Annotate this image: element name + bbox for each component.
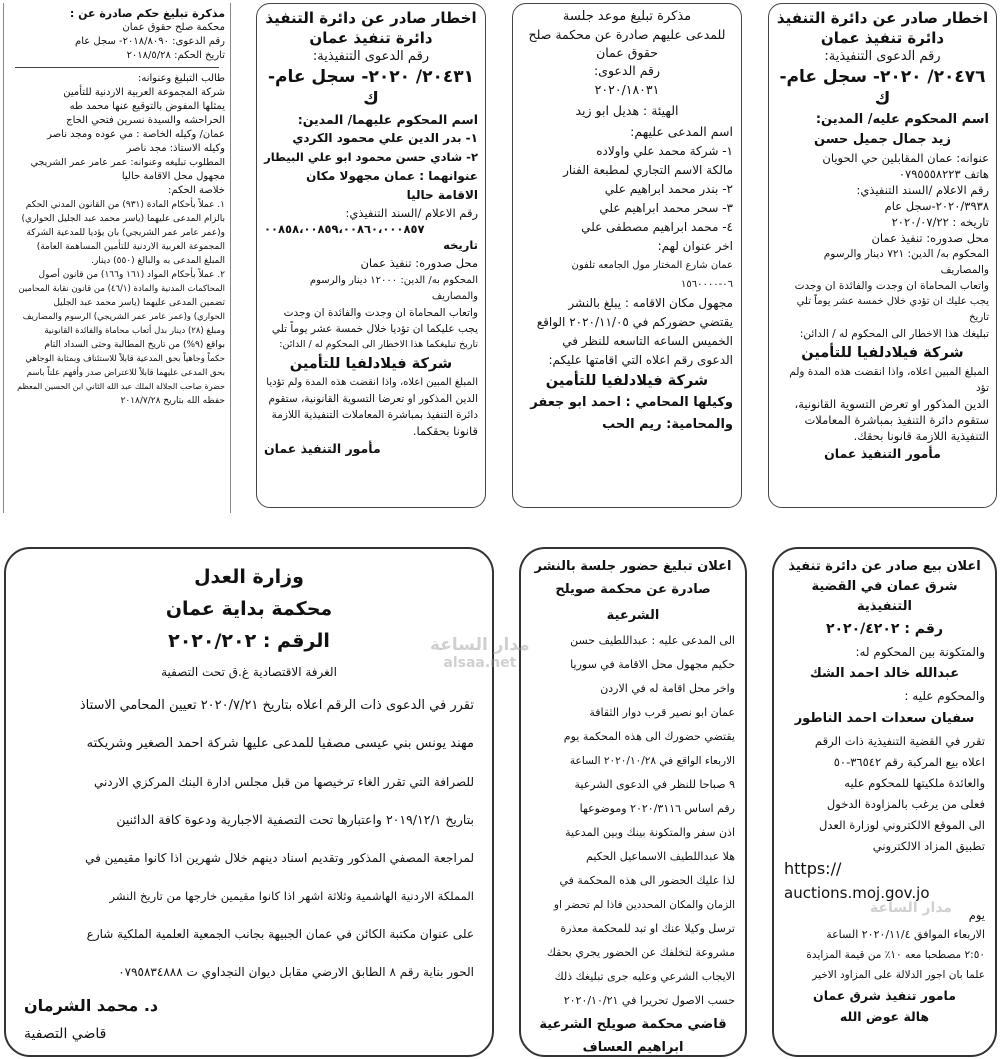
decision-text: للصرافة التي تقرر الغاء ترخيصها من قبل مجلس ادارة البنك المركزي الاردني — [93, 775, 474, 789]
case-number: ٢٠٤٧٦/ ٢٠٢٠- سجل عام- ك — [779, 67, 986, 109]
judge-name: ابراهيم العساف — [582, 1040, 684, 1055]
lawyer: وكيله الاستاذ: مجد ناصر — [126, 143, 225, 154]
debtor-label: والمحكوم عليه : — [904, 689, 985, 703]
defendant: ٤- محمد ابراهيم مصطفى علي — [581, 220, 733, 234]
closing-text: التنفيذية اللازمة قانونا بحقك. — [853, 429, 989, 443]
issue-place: محل صدوره: تنفيذ عمان — [871, 231, 989, 245]
summary-text: بواقع (٩%) من تاريخ المطالبة وحتى السداد التام — [44, 340, 225, 350]
case-number: ٢٠٤٣١/ ٢٠٢٠- سجل عام- ك — [267, 67, 475, 109]
judgment-date: تاريخ الحكم: ٢٠١٨/٥/٢٨ — [126, 50, 225, 61]
signature-name: هالة عوض الله — [839, 1009, 930, 1024]
plaintiff-company: شركة فيلادلفيا للتأمين — [545, 373, 709, 389]
bond-label: رقم الاعلام /السند التنفيذي: — [856, 183, 989, 197]
watermark-secondary: مدار الساعة — [870, 900, 953, 916]
address: عمان شارع المختار مول الجامعه تلفون ٠٦-١٥٦٠٠٠٠ — [571, 260, 733, 290]
creditor-company: شركة فيلادلفيا للتأمين — [289, 356, 453, 372]
case-number: الرقم : ٢٠٢٠/٢٠٢ — [168, 630, 330, 652]
summary-text: المحاكمات المدنية والمادة (٤٦/١) من قانون نقابة المحامين — [18, 284, 225, 294]
hearing-time: الخميس الساعه التاسعه للنظر في — [562, 334, 733, 348]
requester: الحراحشه والسيدة نسرين فتحي الحاج — [66, 115, 225, 126]
decision-text: الحور بناية رقم ٨ الطابق الارضي مقابل ديوان النجداوي ت ٠٧٩٥٨٣٤٨٨٨ — [118, 965, 474, 979]
debtor-label: اسم المحكوم عليهما/ المدين: — [297, 112, 478, 127]
auction-date: الاربعاء الموافق ٢٠٢٠/١١/٤ الساعة — [826, 928, 985, 941]
summary-text: ومبلغ (٢٨) دينار بدل أتعاب محاماة والفائدة القانونية — [44, 326, 225, 336]
bond-number: ٠٠٨٥٨،٠٠٨٥٩،٠٠٨٦٠،٠٠٠٨٥٧ — [264, 222, 425, 236]
summary-text: بحق المدعى عليهما قابلاً للاعتراض صدر وأفهم علناً باسم — [26, 368, 225, 378]
summons-text: هلا عبداللطيف الاسماعيل الحكيم — [586, 850, 735, 863]
summons-text: حسب الاصول تحريرا في ٢٠٢٠/١٠/٢١ — [563, 994, 735, 1007]
issue-place: محل صدوره: تنفيذ عمان — [360, 256, 478, 270]
signature-title: مامور تنفيذ شرق عمان — [813, 988, 956, 1003]
debtor-name: ٢- شادي حسن محمود ابو علي البيطار — [264, 150, 478, 164]
debtor-name: ١- بدر الدين علي محمود الكردي — [292, 131, 478, 145]
decision-text: على عنوان مكتبة الكائن في عمان الجبيهة بجانب الجمعية العلمية الملكية شارع — [86, 927, 474, 941]
signature: مأمور التنفيذ عمان — [264, 441, 381, 456]
ministry-name: وزارة العدل — [194, 566, 304, 588]
notice-title: اعلان تبليغ حضور جلسة بالنشر — [534, 559, 732, 574]
agents: عمان/ وكيله الخاصة : مي عوده ومجد ناصر — [47, 129, 225, 140]
panel: الهيئة : هديل ابو زيد — [575, 103, 679, 118]
notice-title: اخطار صادر عن دائرة التنفيذ — [776, 9, 989, 27]
summons-text: يقتضي حضورك الى هذه المحكمة يوم — [563, 730, 735, 743]
summary-text: و(عمر عامر عمر الشريجي) بان يؤديا للمدعية الشركة — [26, 228, 225, 238]
closing-text: الدين المذكور او تعرض التسوية القانونية، — [794, 397, 989, 411]
phone: هاتف ٠٧٩٥٥٥٨٢٢٣ — [898, 167, 989, 181]
divider — [15, 67, 219, 68]
parties-label: والمتكونة بين المحكوم له: — [855, 645, 985, 659]
judge-name: د. محمد الشرمان — [24, 996, 159, 1015]
summary-text: حضرة صاحب الجلالة الملك عبد الله الثاني ابن الحسين المعظم — [17, 382, 225, 391]
defendant: ٢- بندر محمد ابراهيم علي — [604, 182, 733, 196]
notice-title: مذكرة تبليغ حكم صادرة عن : — [69, 7, 225, 20]
decision-text: المملكة الاردنية الهاشمية وثلاثة اشهر اذا كانوا مقيمين خارجها من تاريخ النشر — [109, 889, 474, 903]
case-label: رقم الدعوى: — [593, 63, 661, 78]
summary-text: بالزام المدعى عليهما (ياسر محمد عبد الجليل الحواري) — [21, 214, 225, 224]
notice-liquidation — [4, 547, 494, 1057]
summary-text: المجموعة العربية الاردنية للتأمين المساهمة العامة) — [36, 242, 225, 252]
judgment-amount: المحكوم به/ الدين: ٧٢١ دينار والرسوم والمصاريف — [823, 248, 989, 276]
fees-text: واتعاب المحاماة ان وجدت والفائدة ان وجدت — [283, 307, 478, 319]
closing-text: الدين المذكور او تعرضا التسوية القانونية، ستقوم — [268, 393, 478, 405]
notice-subtitle: صادرة عن محكمة صويلح الشرعية — [555, 582, 711, 623]
summary-text: الحواري) و(عمر عامر عمر الشريجي) الرسوم والمصاريف — [22, 312, 225, 322]
summary-text: تضمين المدعى عليهما (ياسر محمد عبد الجليل — [53, 298, 225, 308]
summons-text: الاربعاء الواقع في ٢٠٢٠/١٠/٢٨ الساعة — [569, 755, 735, 767]
defendant: ٣- سحر محمد ابراهيم علي — [599, 201, 733, 215]
summons-text: ٩ صباحا للنظر في الدعوى الشرعية — [574, 778, 735, 791]
creditor-company: شركة فيلادلفيا للتأمين — [801, 345, 964, 361]
sale-text: تطبيق المزاد الالكتروني — [872, 839, 985, 853]
summons-text: حكيم مجهول محل الاقامة في سوريا — [570, 658, 735, 671]
notice-execution-badr — [256, 3, 486, 508]
bond-date: تاريخه — [443, 238, 478, 252]
target: المطلوب تبليغه وعنوانه: عمر عامر عمر الشريجي — [30, 157, 225, 168]
sale-text: والعائدة ملكيتها للمحكوم عليه — [844, 776, 985, 790]
auction-url[interactable]: auctions.moj.gov.jo — [784, 884, 930, 902]
court-name: محكمة صلح حقوق عمان — [122, 22, 225, 33]
creditor-label: تبليغك هذا الاخطار الى المحكوم له / الدائن: — [799, 328, 989, 340]
bond-label: رقم الاعلام /السند التنفيذي: — [345, 206, 478, 220]
notice-title: مذكرة تبليغ موعد جلسة — [562, 9, 692, 24]
summary-label: خلاصة الحكم: — [167, 185, 225, 196]
payment-deadline: يجب عليك ان تؤدي خلال خمسة عشر يوماً تلي تاريخ — [796, 296, 989, 323]
case-number: ٢٠٢٠/١٨٠٣١ — [594, 82, 660, 97]
sale-text: الى الموقع الالكتروني لوزارة العدل — [819, 818, 985, 832]
notice-vehicle-sale — [772, 547, 997, 1057]
summons-text: عمان ابو نصير قرب دوار الثقافة — [589, 706, 735, 719]
summons-text: مشروعة لتخلفك عن الحضور يجري بحقك — [546, 946, 735, 959]
address: الاقامة حاليا — [406, 188, 478, 202]
requester: يمثلها المفوض بالتوقيع عنها محمد طه — [69, 101, 225, 112]
auction-fees: علما بان اجور الدلالة على المزاود الاخير — [812, 969, 985, 981]
decision-text: مهند يونس بني عيسى مصفيا للمدعى عليها شركة احمد الصغير وشريكته — [86, 736, 474, 751]
judgment-amount: المحكوم به/ الدين: ١٢٠٠٠ دينار والرسوم والمصاريف — [309, 275, 478, 302]
defendant: مالكة الاسم التجاري لمطبعة الفنار — [563, 163, 733, 177]
summons-text: لذا عليك الحضور الى هذه المحكمة في — [559, 874, 735, 887]
summons-text: رقم اساس ٢٠٢٠/٣١١٦ وموضوعها — [579, 802, 735, 815]
creditor-label: تاريخ تبليغكما هذا الاخطار الى المحكوم له / الدائن: — [279, 339, 478, 350]
summary-text: ٢. عملاً بأحكام المواد (١٦١ و١٦٦) من قانون أصول — [38, 270, 225, 280]
debtor-name: زيد جمال جميل حسن — [814, 132, 951, 147]
hearing-date: يقتضي حضوركم في ٢٠٢٠/١١/٠٥ الواقع — [536, 315, 733, 329]
fees-text: واتعاب المحاماة ان وجدت والفائدة ان وجدت — [794, 280, 989, 292]
decision-text: لمراجعة المصفي المذكور وتقديم اسناد دينهم خلال شهرين اذا كانوا مقيمين في — [85, 851, 474, 865]
watermark-arabic: مدار الساعة — [430, 635, 530, 655]
decision-text: بتاريخ ٢٠١٩/١٢/١ واعتبارها تحت التصفية الاجبارية ودعوة كافة الدائنين — [116, 812, 474, 827]
closing-text: دائرة التنفيذ بمباشرة المعاملات التنفيذية اللازمة — [271, 409, 478, 421]
summons-text: الى المدعى عليه : عبداللطيف حسن — [570, 634, 735, 647]
case-label: رقم الدعوى التنفيذية: — [312, 49, 430, 64]
notice-subtitle: دائرة تنفيذ عمان — [820, 29, 945, 47]
creditor-name: عبدالله خالد احمد الشك — [809, 666, 960, 681]
notice-judgment — [3, 3, 231, 513]
address: عنوانهما : عمان مجهولا مكان — [306, 169, 478, 183]
notice-subtitle: للمدعى عليهم صادرة عن محكمة صلح — [528, 27, 726, 42]
closing-text: المبلغ المبين اعلاه، واذا انقضت هذه المدة ولم تؤد — [789, 366, 989, 394]
summons-text: واخر محل اقامة له في الاردن — [600, 682, 735, 695]
defendant: ١- شركة محمد علي واولاده — [596, 144, 733, 158]
summons-text: اذن سفر والمتكونة بينك وبين المدعية — [565, 826, 735, 839]
auction-url-scheme[interactable]: https:// — [784, 859, 842, 878]
judge-role: قاضي التصفية — [24, 1026, 107, 1042]
lawyer: والمحامية: ريم الحب — [602, 417, 733, 432]
notice-hearing-summons — [512, 3, 742, 508]
notice-sharia-summons — [519, 547, 747, 1057]
payment-deadline: يجب عليكما ان تؤديا خلال خمسة عشر يوماً تلي — [271, 323, 478, 335]
court-name: حقوق عمان — [596, 45, 658, 60]
plaintiff-label: الدعوى رقم اعلاه التي اقامتها عليكم: — [548, 353, 733, 367]
summary-text: المبلغ المدعى به والبالغ (٥٥٠) دينار. — [91, 256, 225, 266]
requester-label: طالب التبليغ وعنوانه: — [137, 73, 225, 84]
summons-text: ترسل وكيلا عنك او تبد للمحكمة معذرة — [560, 922, 735, 935]
notice-subtitle: شرق عمان في القضية التنفيذية — [811, 579, 958, 614]
chamber: الغرفة الاقتصادية غ.ق تحت التصفية — [161, 665, 337, 679]
case-number: رقم : ٢٠٢٠/٤٢٠٢ — [825, 621, 944, 637]
closing-text: ستقوم دائرة التنفيذ بمباشرة المعاملات — [804, 413, 989, 427]
defendants-label: اسم المدعى عليهم: — [630, 124, 733, 139]
debtor-label: اسم المحكوم عليه/ المدين: — [815, 112, 989, 127]
sale-text: فعلى من يرغب بالمزاودة الدخول — [826, 797, 985, 811]
court-signature: قاضي محكمة صويلح الشرعية — [539, 1017, 727, 1032]
address-label: اخر عنوان لهم: — [657, 239, 733, 253]
sale-text: اعلاه بيع المركبة رقم ٣٦٥٤٢-٥٠ — [833, 755, 985, 769]
summary-text: ١. عملاً بأحكام المادة (٩٣١) من القانون المدني الحكم — [25, 200, 225, 210]
notice-title: اخطار صادر عن دائرة التنفيذ — [265, 9, 477, 27]
summons-text: الايجاب الشرعي وعليه جرى تبليغك ذلك — [554, 970, 735, 983]
court-name: محكمة بداية عمان — [165, 598, 333, 620]
judgment-issue-date: حفظه الله بتاريخ ٢٠١٨/٧/٢٨ — [120, 396, 225, 406]
watermark — [430, 636, 530, 672]
requester: شركة المجموعة العربية الاردنية للتأمين — [63, 87, 225, 98]
bond-number: ٢٠٢٠/٣٩٣٨-سجل عام — [884, 199, 989, 213]
auction-deposit: ٢:٥٠ مصطحبا معه ١٠٪ من قيمة المزايدة — [806, 949, 985, 961]
auction-day: يوم — [968, 908, 985, 922]
signature: مأمور التنفيذ عمان — [824, 446, 941, 461]
lawyer: وكيلها المحامي : احمد ابو جعفر — [530, 395, 733, 410]
target-residence: مجهول محل الاقامة حاليا — [121, 171, 225, 182]
residence-status: مجهول مكان الاقامه : يبلغ بالنشر — [568, 296, 733, 310]
debtor-name: سفيان سعدات احمد الناطور — [794, 711, 975, 726]
address: عنوانه: عمان المقابلين حي الحويان — [822, 151, 989, 165]
bond-date: تاريخه : ٢٠٢٠/٠٧/٢٢ — [891, 215, 989, 229]
watermark-latin: alsaa.net — [443, 655, 517, 671]
summons-text: الزمان والمكان المحددين فاذا لم تحضر او — [553, 899, 735, 911]
sale-text: تقرر في القضية التنفيذية ذات الرقم — [814, 734, 985, 748]
decision-text: تقرر في الدعوى ذات الرقم اعلاه بتاريخ ٢٠٢٠/٧/٢١ تعيين المحامي الاستاذ — [79, 698, 474, 713]
notice-execution-zaid — [768, 3, 997, 508]
case-label: رقم الدعوى التنفيذية: — [824, 49, 941, 64]
notice-subtitle: دائرة تنفيذ عمان — [309, 29, 433, 47]
notice-title: اعلان بيع صادر عن دائرة تنفيذ — [788, 559, 981, 574]
closing-text: قانونا بحقكما. — [412, 424, 478, 438]
case-number: رقم الدعوى: ٢٠١٨/٨٠٩٠- سجل عام — [75, 36, 225, 47]
closing-text: المبلغ المبين اعلاه، واذا انقضت هذه المدة ولم تؤديا — [266, 377, 478, 388]
summary-text: حكماً وجاهياً بحق المدعية قابلاً للاستئناف وبمثابة الوجاهي — [25, 354, 225, 364]
